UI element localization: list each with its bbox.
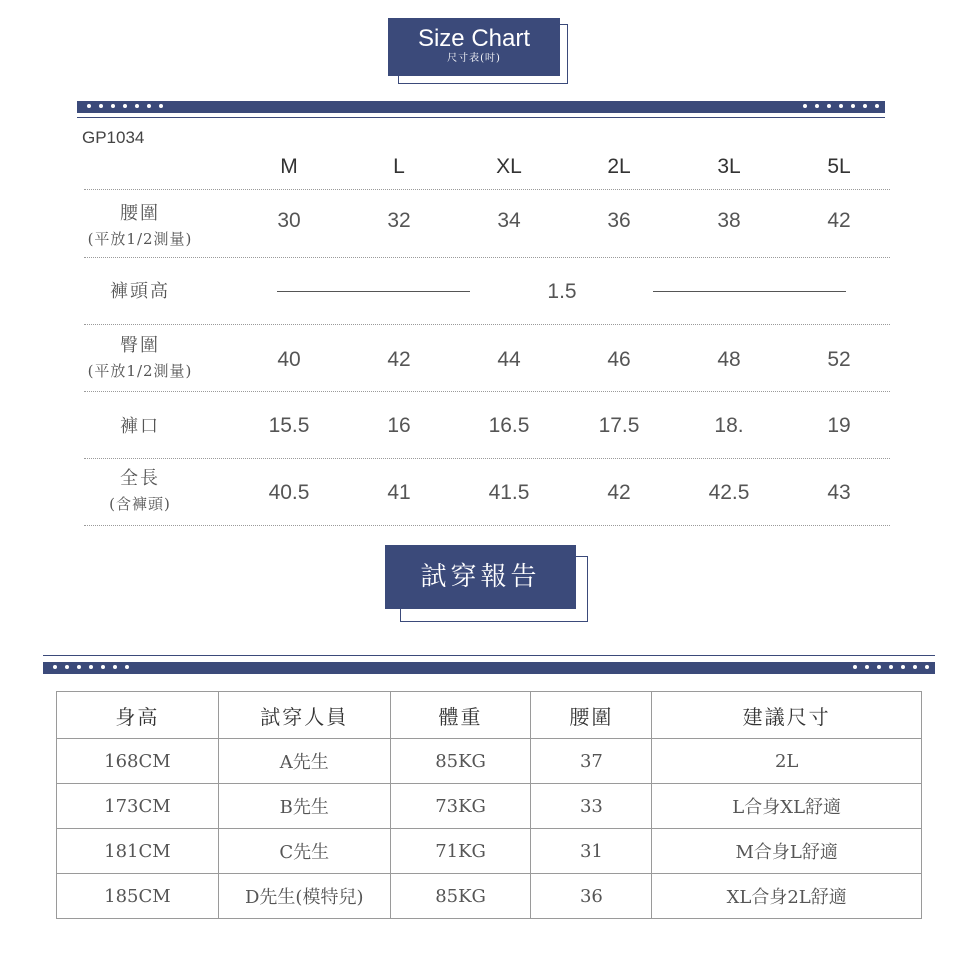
span-line-left — [277, 291, 470, 292]
cell-height: 173CM — [57, 784, 219, 829]
report-title: 試穿報告 — [420, 562, 541, 592]
banner-dots-left — [53, 665, 129, 669]
length-value-2l: 42 — [607, 481, 631, 504]
cell-waist: 37 — [531, 739, 652, 784]
leg-value-l: 16 — [387, 414, 411, 437]
waist-value-3l: 38 — [717, 209, 741, 232]
waist-value-m: 30 — [277, 209, 301, 232]
waist-value-5l: 42 — [827, 209, 851, 232]
size-header-5l: 5L — [827, 155, 851, 178]
size-chart-title: Size Chart — [417, 25, 531, 52]
table-row — [57, 874, 922, 919]
row-label-sub: (平放1/2測量) — [87, 230, 193, 248]
hip-value-l: 42 — [387, 348, 411, 371]
hip-value-2l: 46 — [607, 348, 631, 371]
table-header-row — [57, 692, 922, 739]
cell-height: 168CM — [57, 739, 219, 784]
waist-value-xl: 34 — [497, 209, 521, 232]
row-label-leg-opening — [60, 414, 220, 440]
row-divider — [84, 525, 890, 526]
length-value-xl: 41.5 — [488, 481, 530, 504]
banner-dots-right — [853, 665, 929, 669]
cell-weight: 73KG — [390, 784, 531, 829]
cell-tester: B先生 — [218, 784, 390, 829]
cell-weight: 85KG — [390, 739, 531, 784]
leg-value-3l: 18. — [714, 414, 744, 437]
row-divider — [84, 189, 890, 190]
cell-weight: 71KG — [390, 829, 531, 874]
table-row — [57, 784, 922, 829]
try-on-report-table — [56, 691, 922, 919]
length-value-l: 41 — [387, 481, 411, 504]
row-label-main: 全長 — [120, 468, 160, 489]
length-value-5l: 43 — [827, 481, 851, 504]
banner-dots-right — [803, 104, 879, 108]
hip-value-m: 40 — [277, 348, 301, 371]
size-chart-banner — [77, 101, 885, 113]
row-divider — [84, 324, 890, 325]
header-weight: 體重 — [390, 692, 531, 739]
row-label-main: 腰圍 — [120, 203, 160, 224]
row-label-main: 臀圍 — [120, 335, 160, 356]
cell-tester: C先生 — [218, 829, 390, 874]
hip-value-5l: 52 — [827, 348, 851, 371]
row-divider — [84, 458, 890, 459]
row-label-waist — [60, 201, 220, 251]
table-row — [57, 739, 922, 784]
cell-waist: 36 — [531, 874, 652, 919]
leg-value-m: 15.5 — [268, 414, 310, 437]
row-label-sub: (含褲頭) — [109, 495, 171, 513]
cell-height: 181CM — [57, 829, 219, 874]
size-chart-badge — [388, 18, 560, 76]
report-badge — [385, 545, 576, 609]
cell-waist: 33 — [531, 784, 652, 829]
cell-waist: 31 — [531, 829, 652, 874]
row-divider — [84, 257, 890, 258]
leg-value-5l: 19 — [827, 414, 851, 437]
header-height: 身高 — [57, 692, 219, 739]
cell-weight: 85KG — [390, 874, 531, 919]
span-line-right — [653, 291, 846, 292]
size-header-3l: 3L — [717, 155, 741, 178]
size-header-m: M — [280, 155, 298, 178]
cell-suggested-size: L合身XL舒適 — [652, 784, 922, 829]
hip-value-3l: 48 — [717, 348, 741, 371]
cell-suggested-size: 2L — [652, 739, 922, 784]
leg-value-2l: 17.5 — [598, 414, 640, 437]
row-label-length — [60, 466, 220, 516]
size-header-l: L — [393, 155, 405, 178]
size-chart-banner-underline — [77, 117, 885, 118]
leg-value-xl: 16.5 — [488, 414, 530, 437]
size-header-2l: 2L — [607, 155, 631, 178]
cell-height: 185CM — [57, 874, 219, 919]
row-label-sub: (平放1/2測量) — [87, 362, 193, 380]
header-tester: 試穿人員 — [218, 692, 390, 739]
length-value-3l: 42.5 — [708, 481, 750, 504]
report-banner — [43, 662, 935, 674]
header-suggested-size: 建議尺寸 — [652, 692, 922, 739]
waistband-value: 1.5 — [547, 280, 577, 303]
report-banner-overline — [43, 655, 935, 656]
row-label-main: 褲頭高 — [110, 281, 170, 302]
row-label-waistband — [60, 279, 220, 305]
length-value-m: 40.5 — [268, 481, 310, 504]
banner-dots-left — [87, 104, 163, 108]
hip-value-xl: 44 — [497, 348, 521, 371]
cell-suggested-size: M合身L舒適 — [652, 829, 922, 874]
product-code: GP1034 — [82, 128, 145, 147]
row-divider — [84, 391, 890, 392]
cell-suggested-size: XL合身2L舒適 — [652, 874, 922, 919]
cell-tester: A先生 — [218, 739, 390, 784]
cell-tester: D先生(模特兒) — [218, 874, 390, 919]
table-row — [57, 829, 922, 874]
row-label-main: 褲口 — [120, 416, 160, 437]
size-header-xl: XL — [496, 155, 522, 178]
waist-value-l: 32 — [387, 209, 411, 232]
header-waist: 腰圍 — [531, 692, 652, 739]
size-chart-subtitle: 尺寸表(吋) — [447, 53, 501, 64]
waist-value-2l: 36 — [607, 209, 631, 232]
row-label-hip — [60, 333, 220, 383]
